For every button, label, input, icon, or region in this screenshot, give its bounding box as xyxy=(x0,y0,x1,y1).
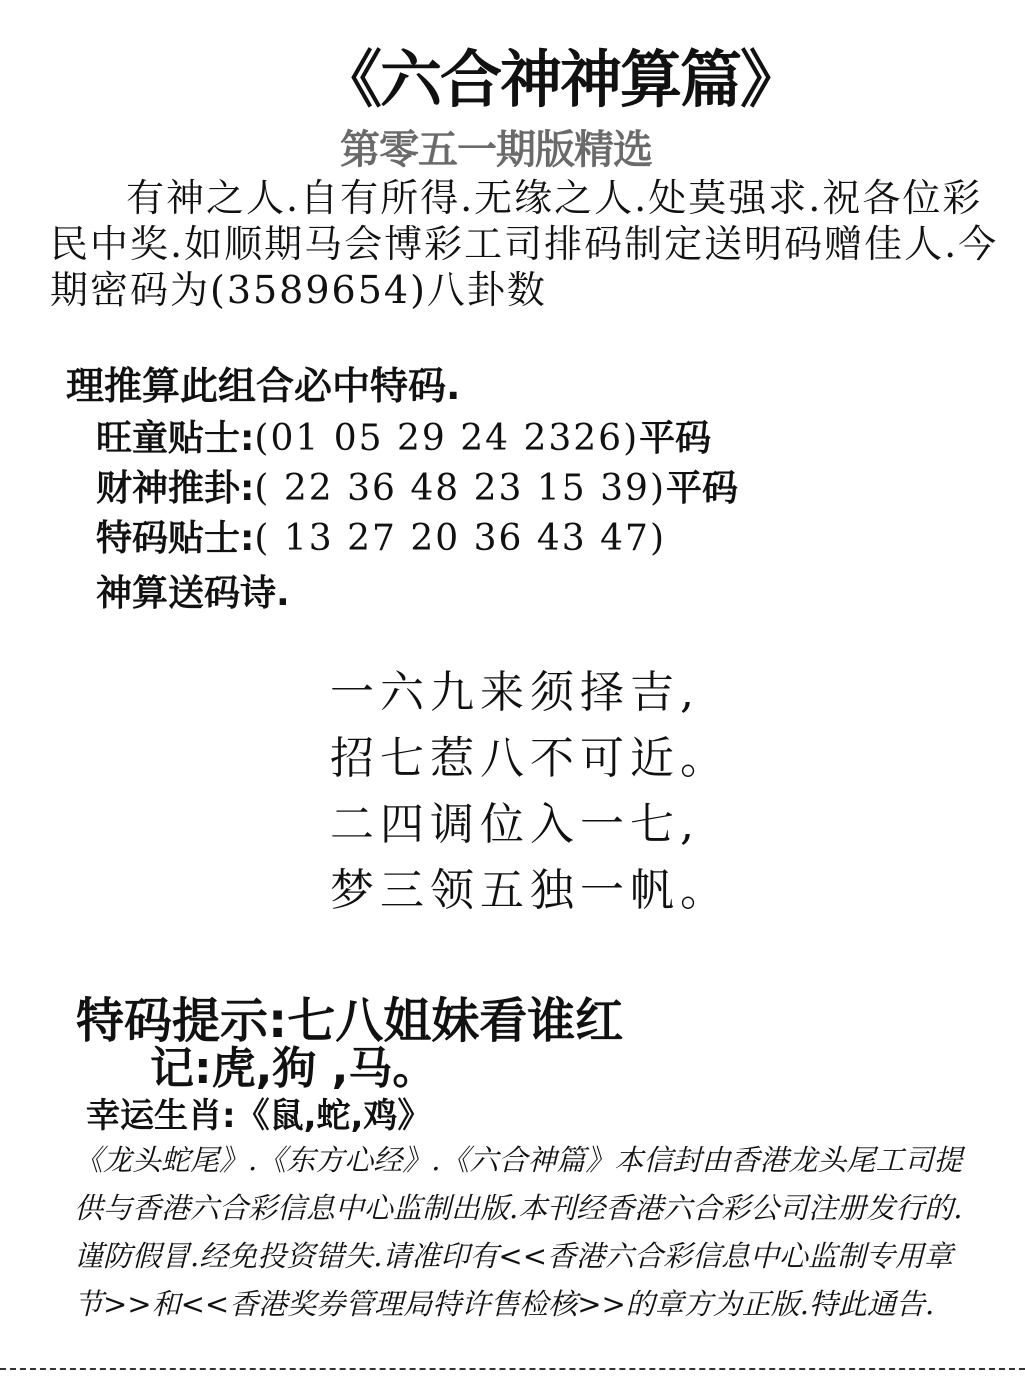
tip-label: 旺童贴士: xyxy=(96,418,255,459)
special-hint: 特码提示:七八姐妹看谁红 xyxy=(76,993,624,1049)
tip-label: 财神推卦: xyxy=(96,468,255,509)
page-title: 《六合神神算篇》 xyxy=(320,43,801,116)
poem-line: 招七惹八不可近。 xyxy=(330,733,730,784)
poem-heading: 神算送码诗. xyxy=(96,573,290,614)
footer-notice: 《龙头蛇尾》.《东方心经》.《六合神篇》本信封由香港龙头尾工司提供与香港六合彩信息中心监制出版.本刊经香港六合彩公司注册发行的.谨防假冒.经免投资错失.请准印有<<香港六合彩信息中心监制专用章节>>和<<香港奖券管理局特许售检核>>的章方为正版.特此通告. xyxy=(74,1143,963,1321)
tip-suffix: 平码 xyxy=(666,468,739,509)
tip-numbers: ( 22 36 48 23 15 39) xyxy=(254,468,667,509)
poem-block xyxy=(330,660,730,924)
tip-label: 特码贴士: xyxy=(96,518,255,559)
bottom-divider xyxy=(0,1368,1025,1370)
tip-row-tema xyxy=(96,510,666,561)
tip-row-wangtong xyxy=(96,410,711,461)
issue-subtitle: 第零五一期版精选 xyxy=(340,127,652,173)
tip-suffix: 平码 xyxy=(639,418,712,459)
poem-line: 梦三领五独一帆。 xyxy=(330,865,730,916)
intro-conclusion: 理推算此组合必中特码. xyxy=(66,364,461,408)
poem-line: 一六九来须择吉, xyxy=(330,667,700,718)
intro-paragraph: 有神之人.自有所得.无缘之人.处莫强求.祝各位彩民中奖.如顺期马会博彩工司排码制定送明码赠佳人.今期密码为(3589654)八卦数 xyxy=(50,176,999,312)
tip-numbers: (01 05 29 24 2326) xyxy=(254,418,640,459)
zodiac-hint: 记:虎,狗 ,马。 xyxy=(150,1043,437,1094)
lucky-zodiac: 幸运生肖:《鼠,蛇,鸡》 xyxy=(86,1096,432,1136)
poem-line: 二四调位入一七, xyxy=(330,799,700,850)
tip-row-caishen xyxy=(96,460,738,511)
tip-numbers: ( 13 27 20 36 43 47) xyxy=(254,518,667,559)
